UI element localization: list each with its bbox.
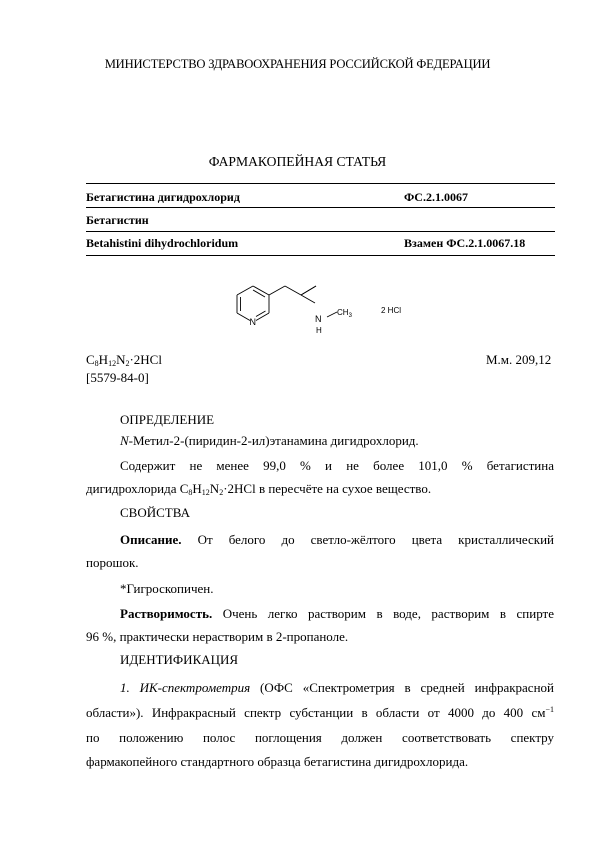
pyridine-ring — [237, 286, 269, 321]
hygroscopic-note: *Гигроскопичен. — [120, 581, 214, 596]
monograph-replaces: Взамен ФС.2.1.0067.18 — [404, 236, 526, 250]
solubility-line-1: Растворимость. Очень легко растворим в воде, растворим в спирте — [120, 606, 554, 621]
monograph-code: ФС.2.1.0067 — [404, 190, 468, 204]
header-rule-bottom — [86, 255, 555, 256]
description-line-2: порошок. — [86, 555, 139, 570]
structural-formula — [225, 282, 425, 344]
solubility-line-2: 96 %, практически нерастворим в 2-пропаноле. — [86, 629, 349, 644]
ir-line-3: по положению полос поглощения должен соответствовать спектру — [86, 730, 554, 745]
amine-hydrogen-label: H — [316, 326, 322, 335]
article-title: ФАРМАКОПЕЙНАЯ СТАТЬЯ — [208, 154, 387, 169]
ministry-title: МИНИСТЕРСТВО ЗДРАВООХРАНЕНИЯ РОССИЙСКОЙ ФЕДЕРАЦИИ — [104, 57, 491, 71]
header-rule-top — [86, 183, 555, 184]
ethyl-chain — [269, 286, 325, 310]
description-line-1: Описание. От белого до светло-жёлтого цвета кристаллический — [120, 532, 554, 547]
header-rule-2 — [86, 231, 555, 232]
chemical-name: N-Метил-2-(пиридин-2-ил)этанамина дигидрохлорид. — [120, 433, 419, 448]
ir-line-1: 1. ИК-спектрометрия (ОФС «Спектрометрия в средней инфракрасной — [120, 680, 554, 695]
methyl-label: $CH_3$ — [337, 308, 352, 319]
molecular-formula: $C_8H_{12}N_2\cdot 2HCl$ — [86, 352, 162, 368]
monograph-name-latin: Betahistini dihydrochloridum — [86, 236, 239, 250]
salt-label: 2 HCl — [381, 306, 402, 315]
content-line-2: дигидрохлорида $C_8H_{12}N_2\cdot 2HCl$ в пересчёте на сухое вещество. — [86, 481, 432, 497]
cas-number: [5579-84-0] — [86, 370, 149, 385]
section-identification: ИДЕНТИФИКАЦИЯ — [120, 652, 239, 667]
section-properties: СВОЙСТВА — [120, 505, 190, 520]
amine-nitrogen-label: N — [315, 314, 322, 324]
monograph-name-short: Бетагистин — [86, 213, 149, 227]
header-rule-1 — [86, 207, 555, 208]
ir-line-2: области»). Инфракрасный спектр субстанции в области от 4000 до 400 $см^{-1}$ — [86, 705, 554, 720]
content-line-1: Содержит не менее 99,0 % и не более 101,0 % бетагистина — [120, 458, 554, 473]
ir-line-4: фармакопейного стандартного образца бетагистина дигидрохлорида. — [86, 754, 469, 769]
section-definition: ОПРЕДЕЛЕНИЕ — [120, 412, 215, 427]
monograph-name-ru: Бетагистина дигидрохлорид — [86, 190, 240, 204]
molecular-weight: М.м. 209,12 — [486, 352, 552, 367]
ring-nitrogen-label: N — [249, 317, 256, 327]
